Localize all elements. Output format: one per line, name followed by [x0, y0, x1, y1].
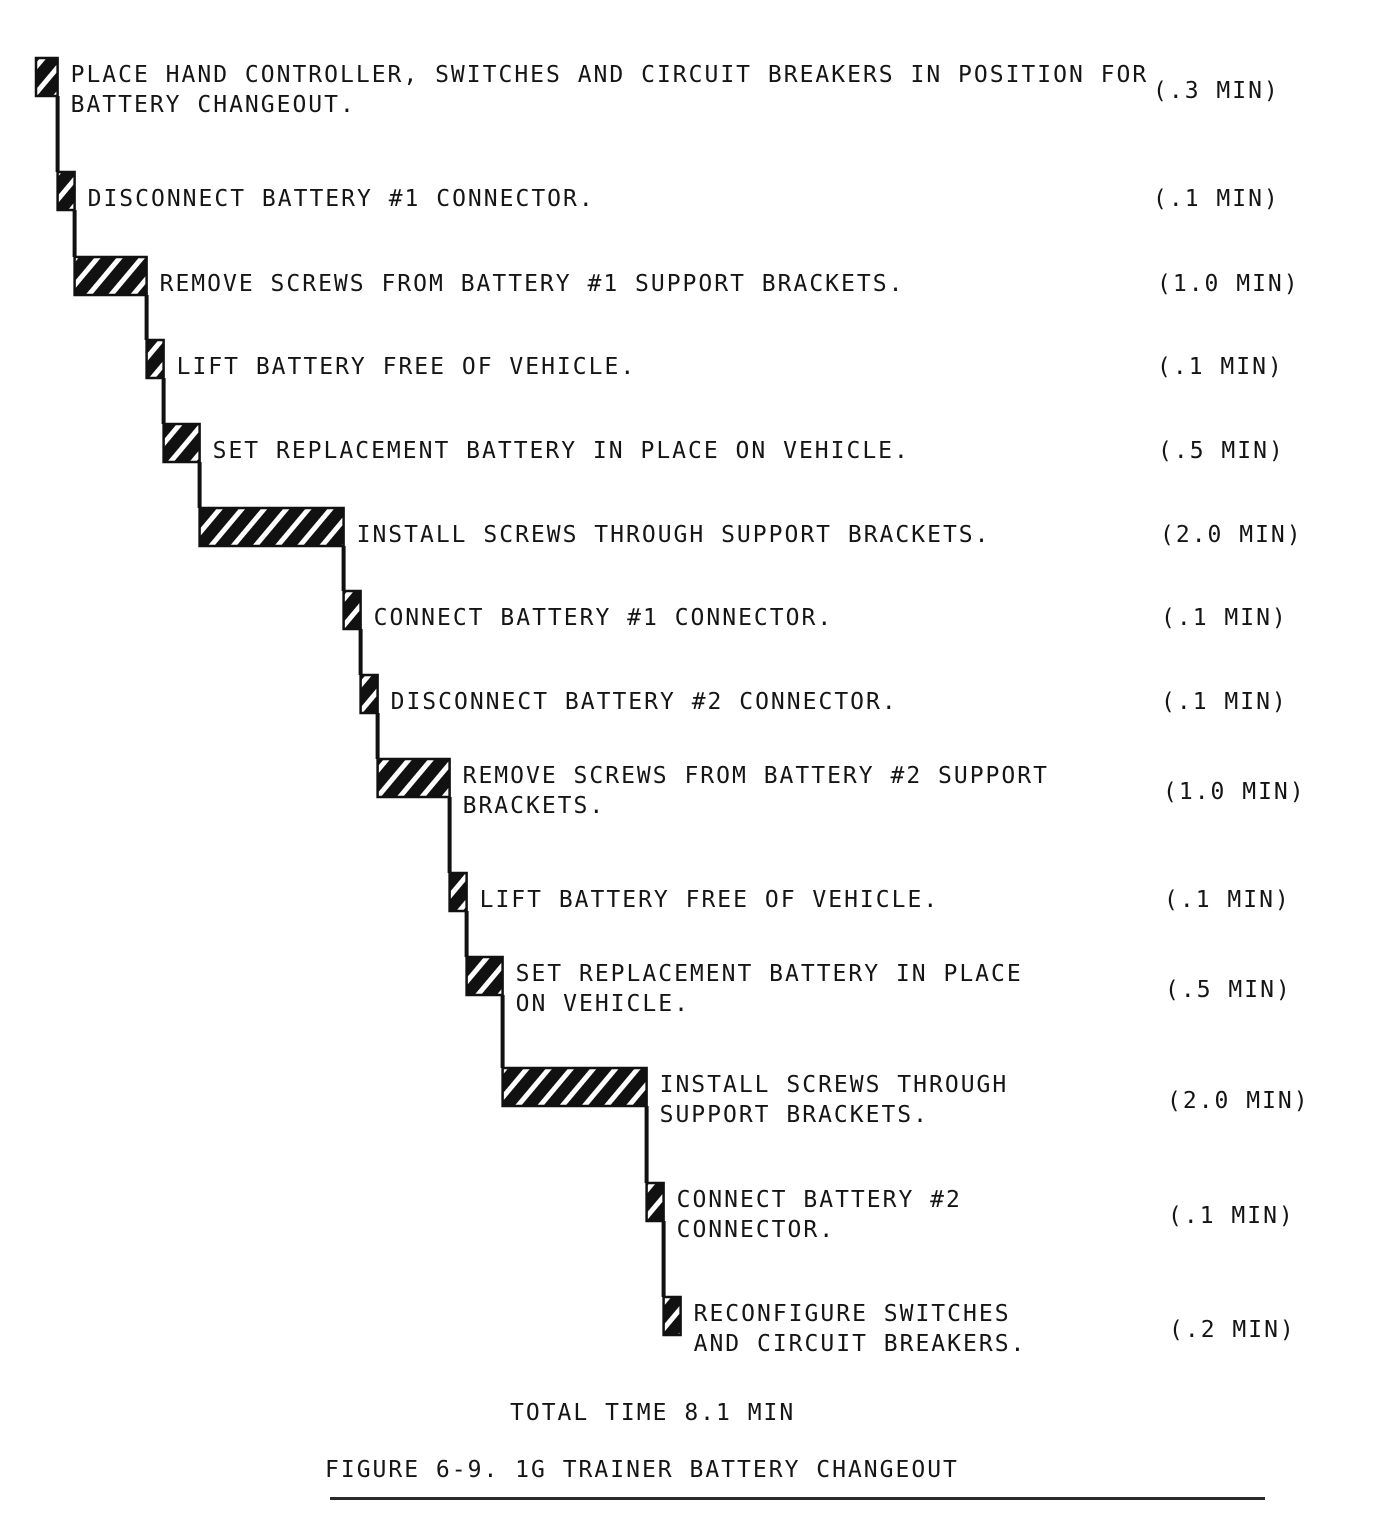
- step-3-label-line-1: REMOVE SCREWS FROM BATTERY #1 SUPPORT BRACKETS.: [159, 271, 905, 297]
- step-11-duration: (.5 MIN): [1165, 977, 1292, 1003]
- step-2-duration: (.1 MIN): [1153, 186, 1280, 212]
- step-1-label-line-1: PLACE HAND CONTROLLER, SWITCHES AND CIRCUIT BREAKERS IN POSITION FOR: [70, 62, 1149, 88]
- bottom-rule: [330, 1497, 1265, 1500]
- step-4-label-line-1: LIFT BATTERY FREE OF VEHICLE.: [176, 354, 637, 380]
- total-time-label: TOTAL TIME 8.1 MIN: [510, 1400, 796, 1426]
- step-bar-13: [647, 1183, 664, 1221]
- step-12-label-line-2: SUPPORT BRACKETS.: [659, 1102, 929, 1128]
- step-9-label-line-1: REMOVE SCREWS FROM BATTERY #2 SUPPORT: [462, 763, 1049, 789]
- step-bar-14: [664, 1297, 681, 1335]
- step-13-label-line-2: CONNECTOR.: [676, 1217, 836, 1243]
- step-bar-6: [200, 508, 344, 546]
- step-9-duration: (1.0 MIN): [1163, 779, 1306, 805]
- step-10-label-line-1: LIFT BATTERY FREE OF VEHICLE.: [479, 887, 940, 913]
- step-bar-7: [344, 591, 361, 629]
- step-1-duration: (.3 MIN): [1153, 78, 1280, 104]
- step-14-label-line-2: AND CIRCUIT BREAKERS.: [693, 1331, 1027, 1357]
- step-6-duration: (2.0 MIN): [1160, 522, 1303, 548]
- step-bar-2: [58, 172, 75, 210]
- step-11-label-line-1: SET REPLACEMENT BATTERY IN PLACE: [515, 961, 1023, 987]
- step-bar-10: [450, 873, 467, 911]
- step-bar-4: [147, 340, 164, 378]
- step-bar-12: [503, 1068, 647, 1106]
- step-9-label-line-2: BRACKETS.: [462, 793, 606, 819]
- step-1-label-line-2: BATTERY CHANGEOUT.: [70, 92, 356, 118]
- step-bar-5: [164, 424, 200, 462]
- step-14-label-line-1: RECONFIGURE SWITCHES: [693, 1301, 1011, 1327]
- step-3-duration: (1.0 MIN): [1157, 271, 1300, 297]
- step-11-label-line-2: ON VEHICLE.: [515, 991, 690, 1017]
- step-bar-9: [378, 759, 450, 797]
- step-bar-11: [467, 957, 503, 995]
- step-5-duration: (.5 MIN): [1158, 438, 1285, 464]
- step-12-label-line-1: INSTALL SCREWS THROUGH: [659, 1072, 1009, 1098]
- step-bar-3: [75, 257, 147, 295]
- step-7-label-line-1: CONNECT BATTERY #1 CONNECTOR.: [373, 605, 834, 631]
- step-5-label-line-1: SET REPLACEMENT BATTERY IN PLACE ON VEHICLE.: [212, 438, 910, 464]
- step-8-label-line-1: DISCONNECT BATTERY #2 CONNECTOR.: [390, 689, 898, 715]
- step-13-duration: (.1 MIN): [1168, 1203, 1295, 1229]
- step-7-duration: (.1 MIN): [1161, 605, 1288, 631]
- figure-caption: FIGURE 6-9. 1G TRAINER BATTERY CHANGEOUT: [325, 1457, 959, 1483]
- step-12-duration: (2.0 MIN): [1167, 1088, 1310, 1114]
- step-2-label-line-1: DISCONNECT BATTERY #1 CONNECTOR.: [87, 186, 595, 212]
- step-14-duration: (.2 MIN): [1169, 1317, 1296, 1343]
- step-10-duration: (.1 MIN): [1164, 887, 1291, 913]
- step-13-label-line-1: CONNECT BATTERY #2: [676, 1187, 962, 1213]
- step-bar-8: [361, 675, 378, 713]
- step-bar-1: [36, 58, 58, 96]
- step-4-duration: (.1 MIN): [1157, 354, 1284, 380]
- step-6-label-line-1: INSTALL SCREWS THROUGH SUPPORT BRACKETS.: [356, 522, 991, 548]
- step-8-duration: (.1 MIN): [1161, 689, 1288, 715]
